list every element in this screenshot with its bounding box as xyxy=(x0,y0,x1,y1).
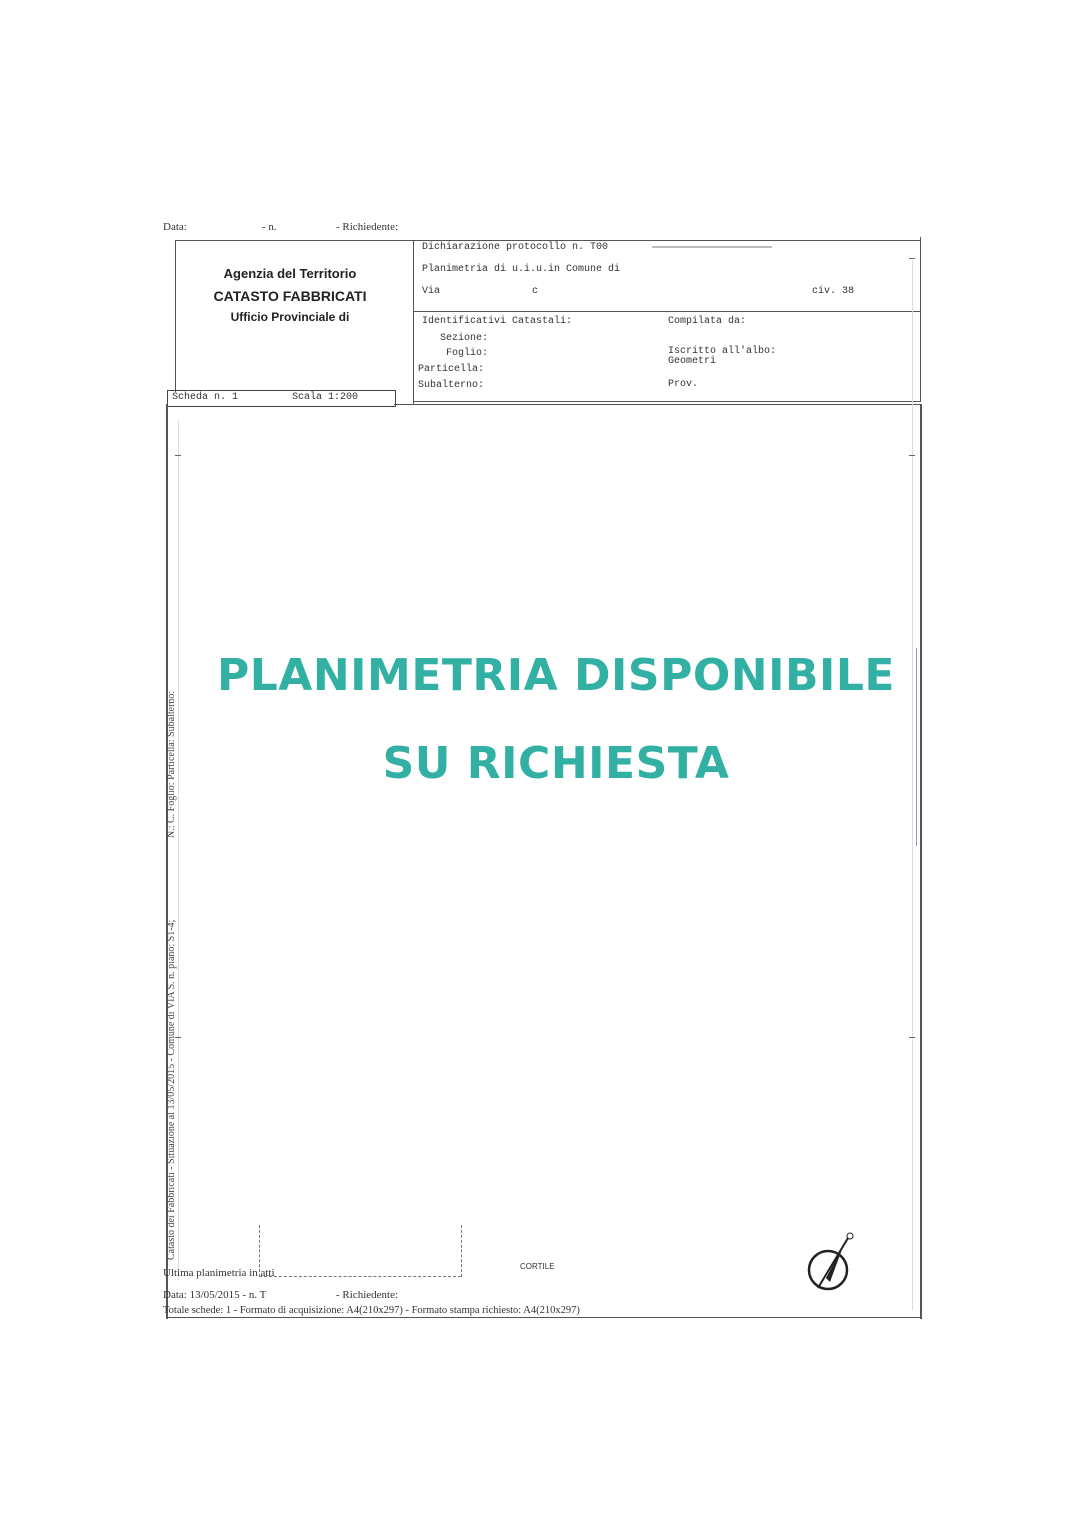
header-n-label: - n. xyxy=(262,221,277,233)
sheet-top-border xyxy=(394,404,922,405)
header-bottom-border xyxy=(413,401,921,402)
agency-name: Agenzia del Territorio xyxy=(223,266,357,281)
side-text-upper: N.: C. Foglio: Particella: Subalterno: xyxy=(166,690,177,838)
identifiers-heading: Identificativi Catastali: xyxy=(422,316,573,327)
identifier-sezione: Sezione: xyxy=(440,333,489,344)
header-divider-vertical xyxy=(413,240,414,405)
tick xyxy=(909,258,915,259)
footer-ultima: Ultima planimetria in atti xyxy=(163,1267,275,1279)
tick xyxy=(909,1037,915,1038)
redaction-bar xyxy=(652,246,772,248)
north-arrow-icon xyxy=(800,1230,860,1292)
cortile-label: CORTILE xyxy=(520,1262,555,1271)
compiled-iscritto: Iscritto all'albo: xyxy=(668,346,777,357)
tick xyxy=(175,455,181,456)
scheda-number: Scheda n. 1 xyxy=(172,392,239,403)
compiled-prov: Prov. xyxy=(668,379,699,390)
identifier-subalterno: Subalterno: xyxy=(418,380,485,391)
declaration-via: Via xyxy=(422,286,441,297)
declaration-via-suffix: c xyxy=(532,286,539,297)
compiled-heading: Compilata da: xyxy=(668,316,747,327)
tick xyxy=(909,455,915,456)
identifier-foglio: Foglio: xyxy=(446,348,489,359)
agency-catasto: CATASTO FABBRICATI xyxy=(213,288,367,304)
header-data-label: Data: xyxy=(163,221,187,233)
side-text-lower: Catasto dei Fabbricati - Situazione al 13/05/2015 - Comune di VIA S. n. piano: S1-4; xyxy=(166,919,177,1260)
declaration-civ: civ. 38 xyxy=(812,286,855,297)
scheda-scale: Scala 1:200 xyxy=(292,392,359,403)
agency-office: Ufficio Provinciale di xyxy=(230,310,350,324)
declaration-protocol: Dichiarazione protocollo n. T00 xyxy=(422,242,609,253)
declaration-comune: Planimetria di u.i.u.in Comune di xyxy=(422,264,621,275)
plan-wall-right xyxy=(461,1225,462,1277)
footer-data: Data: 13/05/2015 - n. T xyxy=(163,1289,267,1301)
header-right-border xyxy=(920,237,921,402)
plan-wall-bottom xyxy=(259,1276,461,1277)
header-left-border xyxy=(175,240,176,392)
overlay-title-line1: PLANIMETRIA DISPONIBILE xyxy=(217,650,895,701)
sheet-right-border xyxy=(920,404,922,1319)
compiled-geometri: Geometri xyxy=(668,356,717,367)
header-top-border xyxy=(175,240,921,241)
inner-left-guide xyxy=(178,420,179,1280)
header-richiedente-label: - Richiedente: xyxy=(336,221,399,233)
header-divider-horizontal xyxy=(413,311,921,312)
footer-richiedente: - Richiedente: xyxy=(336,1289,399,1301)
identifier-particella: Particella: xyxy=(418,364,485,375)
sheet-bottom-border xyxy=(166,1317,922,1318)
overlay-title-line2: SU RICHIESTA xyxy=(382,738,730,789)
footer-totale: Totale schede: 1 - Formato di acquisizione: A4(210x297) - Formato stampa richiesto: A4(210x297) xyxy=(163,1305,580,1316)
